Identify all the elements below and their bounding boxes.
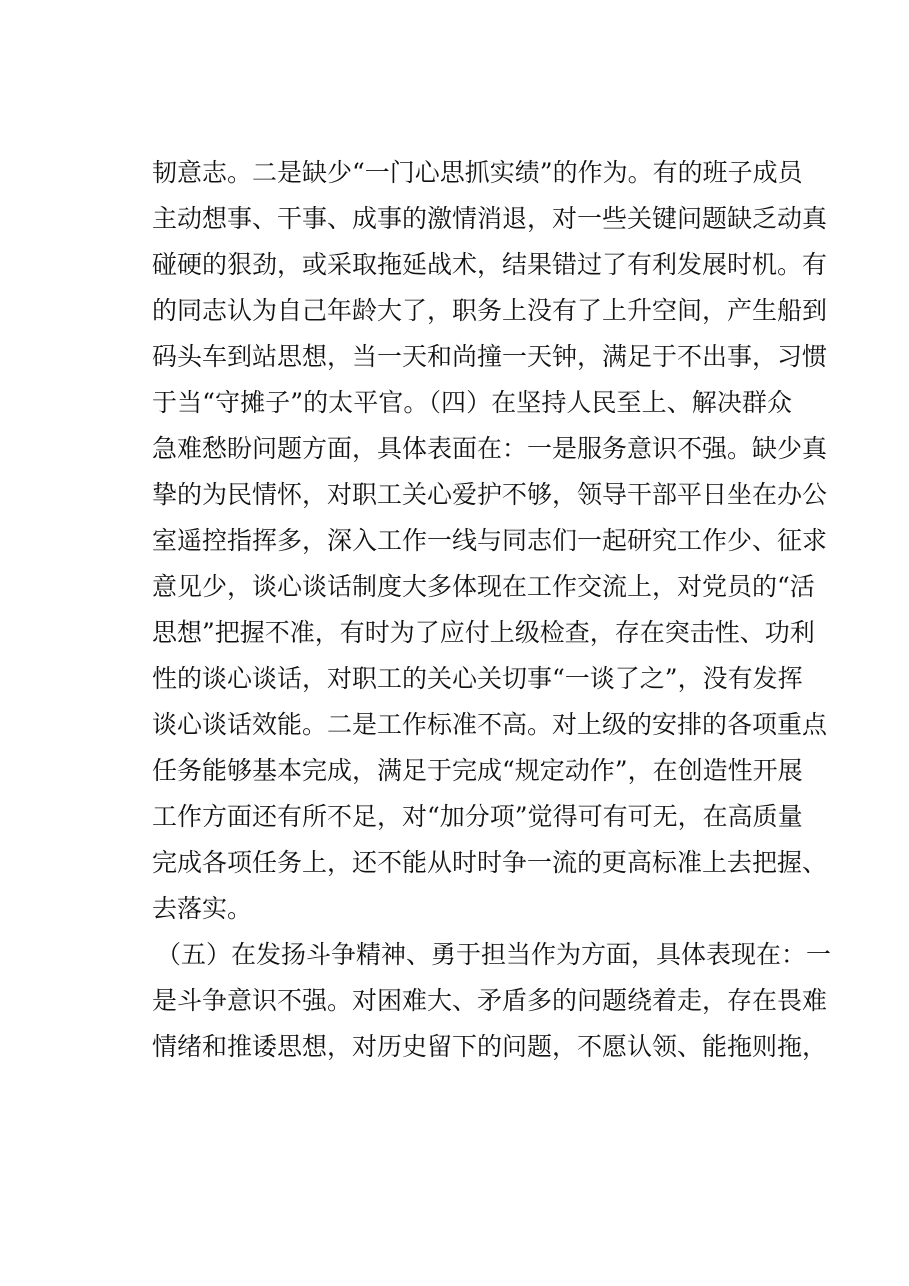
text-line: 的同志认为自己年龄大了，职务上没有了上升空间，产生船到 — [152, 296, 828, 325]
document-body — [152, 150, 832, 1070]
text-line: 谈心谈话效能。二是工作标准不高。对上级的安排的各项重点 — [152, 710, 828, 739]
text-line: 思想”把握不准，有时为了应付上级检查，存在突击性、功利 — [152, 618, 815, 647]
text-line: 韧意志。二是缺少“一门心思抓实绩”的作为。有的班子成员 — [152, 158, 803, 187]
paragraph-1 — [152, 150, 828, 932]
text-line: 室遥控指挥多，深入工作一线与同志们一起研究工作少、征求 — [152, 526, 828, 555]
text-line: 碰硬的狠劲，或采取拖延战术，结果错过了有利发展时机。有 — [152, 250, 828, 279]
text-line: 情绪和推诿思想，对历史留下的问题，不愿认领、能拖则拖， — [152, 1032, 828, 1061]
text-line: 完成各项任务上，还不能从时时争一流的更高标准上去把握、 — [152, 848, 828, 877]
text-line: 工作方面还有所不足，对“加分项”觉得可有可无，在高质量 — [152, 802, 803, 831]
text-line: （五）在发扬斗争精神、勇于担当作为方面，具体表现在：一 — [156, 940, 832, 969]
text-line: 意见少，谈心谈话制度大多体现在工作交流上，对党员的“活 — [152, 572, 815, 601]
text-line: 于当“守摊子”的太平官。（四）在坚持人民至上、解决群众 — [152, 388, 792, 417]
text-line: 任务能够基本完成，满足于完成“规定动作”，在创造性开展 — [152, 756, 803, 785]
text-line: 挚的为民情怀，对职工关心爱护不够，领导干部平日坐在办公 — [152, 480, 828, 509]
text-line: 去落实。 — [152, 894, 253, 923]
text-line: 码头车到站思想，当一天和尚撞一天钟，满足于不出事，习惯 — [152, 342, 828, 371]
text-line: 主动想事、干事、成事的激情消退，对一些关键问题缺乏动真 — [152, 204, 828, 233]
text-line: 是斗争意识不强。对困难大、矛盾多的问题绕着走，存在畏难 — [152, 986, 828, 1015]
text-line: 急难愁盼问题方面，具体表面在：一是服务意识不强。缺少真 — [152, 434, 828, 463]
paragraph-2 — [152, 932, 832, 1070]
text-line: 性的谈心谈话，对职工的关心关切事“一谈了之”，没有发挥 — [152, 664, 803, 693]
